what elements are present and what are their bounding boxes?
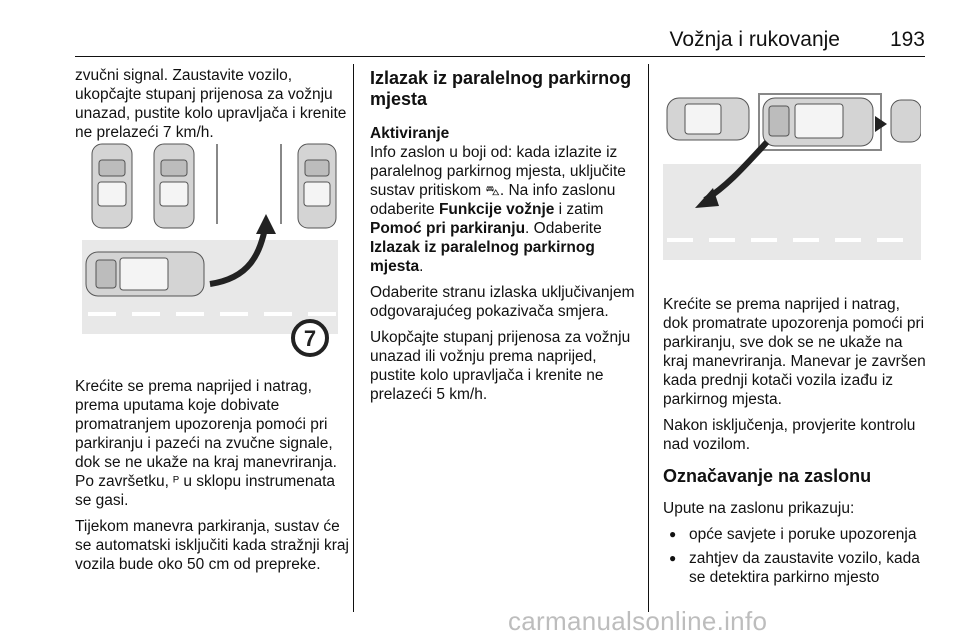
list-item: ● opće savjete i poruke upozorenja xyxy=(663,525,928,544)
col1-paragraph-1: zvučni signal. Zaustavite vozilo, ukopčajte stupanj prijenosa za vožnju unazad, pustite kolo upravljača i krenite ne prelazeći 7 km/h. xyxy=(75,67,347,141)
watermark: carmanualsonline.info xyxy=(508,606,768,636)
subheading-activation: Aktiviranje xyxy=(370,125,450,142)
column-1-lower xyxy=(75,377,351,581)
figure-parking-exit xyxy=(663,82,921,262)
page-number: 193 xyxy=(889,28,925,51)
path-arrow-head xyxy=(256,214,276,234)
parking-assist-icon: ᴾ xyxy=(173,473,180,489)
road-lane xyxy=(663,164,921,260)
figure-badge: 7 xyxy=(303,326,317,351)
list-item: ● zahtjev da zaustavite vozilo, kada se detektira parkirno mjesto xyxy=(663,549,928,587)
col1-paragraph-2: Krećite se prema naprijed i natrag, prema uputama koje dobivate promatranjem upozorenja pomoći pri parkiranju i pazeći na zvučne signale, dok se ne ukaže na kraj manevriranja. Po završetku, ᴾ u sklopu instrumenata se gasi. xyxy=(75,378,337,509)
exiting-car xyxy=(763,98,873,146)
col3-paragraph-2: Nakon isključenja, provjerite kontrolu nad vozilom. xyxy=(663,417,916,453)
moving-car xyxy=(86,252,204,296)
menu-driving-functions: Funkcije vožnje xyxy=(438,201,555,218)
parked-car-2 xyxy=(154,144,194,228)
section-heading-display: Označavanje na zaslonu xyxy=(663,466,872,486)
column-2 xyxy=(370,68,636,411)
col2-paragraph-3: Ukopčajte stupanj prijenosa za vožnju unazad ili vožnju prema naprijed, pustite kolo upravljača i krenite ne prelazeći 5 km/h. xyxy=(370,329,631,403)
col1-paragraph-3: Tijekom manevra parkiranja, sustav će se automatski isključiti kada stražnji kraj vozila bude oko 50 cm od prepreke. xyxy=(75,518,349,573)
running-title: Vožnja i rukovanje xyxy=(669,28,840,51)
col3-paragraph-1: Krećite se prema naprijed i natrag, dok promatrate upozorenja pomoći pri parkiranju, sve dok se ne ukaže na kraj manevriranja. Manevar je završen kada prednji kotači vozila izađu iz parkirnog mjesta. xyxy=(663,296,926,408)
column-1 xyxy=(75,66,347,149)
menu-parking-assist: Pomoć pri parkiranju xyxy=(370,220,526,237)
parked-car-rear xyxy=(891,100,921,142)
parked-car-front xyxy=(667,98,749,140)
column-3 xyxy=(663,295,928,592)
page-header xyxy=(75,26,925,56)
car-sensor-icon: ⛍ xyxy=(485,182,500,198)
col3-paragraph-3: Upute na zaslonu prikazuju: xyxy=(663,500,855,517)
column-divider-2 xyxy=(648,64,649,612)
figure-parking-entry xyxy=(82,142,338,364)
parked-car-3 xyxy=(298,144,336,228)
menu-exit-parallel: Izlazak iz paralelnog parkirnog mjesta xyxy=(370,239,595,275)
bullet-list xyxy=(663,525,928,587)
header-rule xyxy=(75,56,925,57)
column-divider-1 xyxy=(353,64,354,612)
section-heading-exit: Izlazak iz paralelnog parkirnog mjesta xyxy=(370,68,632,109)
col2-paragraph-1: Info zaslon u boji od: kada izlazite iz paralelnog parkirnog mjesta, uključite sustav pritiskom ⛍. Na info zaslonu odaberite Funkcije vožnje i zatim Pomoć pri parkiranju. Odaberite Izlazak iz paralelnog parkirnog mjesta. xyxy=(370,144,626,275)
col2-paragraph-2: Odaberite stranu izlaska uključivanjem odgovarajućeg pokazivača smjera. xyxy=(370,284,635,320)
parked-car-1 xyxy=(92,144,132,228)
